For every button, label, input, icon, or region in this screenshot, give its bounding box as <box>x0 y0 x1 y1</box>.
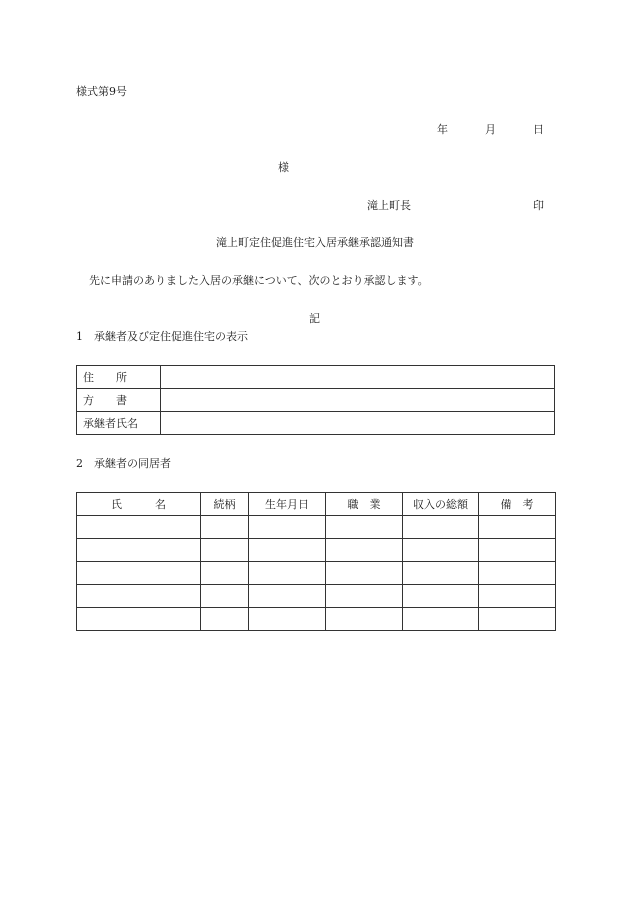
column-header-birthdate: 生年月日 <box>249 493 326 516</box>
table-cell <box>326 562 403 585</box>
column-header-income: 収入の総額 <box>403 493 479 516</box>
address-value <box>161 366 555 389</box>
table-cell <box>479 562 556 585</box>
table-cell <box>403 562 479 585</box>
table-cell <box>249 539 326 562</box>
table-cell <box>249 585 326 608</box>
table-cell <box>77 516 201 539</box>
building-value <box>161 389 555 412</box>
table-cell <box>326 539 403 562</box>
table-row <box>77 539 556 562</box>
table-cell <box>77 585 201 608</box>
column-header-occupation: 職 業 <box>326 493 403 516</box>
table-cell <box>326 516 403 539</box>
table-cell <box>403 585 479 608</box>
table-cell <box>403 539 479 562</box>
table-cell <box>403 608 479 631</box>
date-year: 年 <box>437 123 448 136</box>
section2-heading: 2 承継者の同居者 <box>76 457 171 470</box>
section1-heading: 1 承継者及び定住促進住宅の表示 <box>76 330 248 343</box>
cohabitants-table <box>76 492 556 631</box>
table-row <box>77 516 556 539</box>
column-header-name: 氏 名 <box>77 493 201 516</box>
table-cell <box>201 539 249 562</box>
form-number: 様式第9号 <box>76 85 127 98</box>
table-cell <box>77 608 201 631</box>
table-cell <box>479 608 556 631</box>
table-cell <box>249 608 326 631</box>
table-cell <box>249 562 326 585</box>
date-month: 月 <box>485 123 496 136</box>
successor-name-label: 承継者氏名 <box>77 412 161 435</box>
table-header-row <box>77 493 556 516</box>
table-cell <box>201 562 249 585</box>
issuer-name: 滝上町長 <box>367 199 411 212</box>
ki-heading: 記 <box>309 312 320 325</box>
address-label: 住 所 <box>77 366 161 389</box>
successor-name-value <box>161 412 555 435</box>
table-row <box>77 608 556 631</box>
table-row <box>77 412 555 435</box>
table-cell <box>326 608 403 631</box>
table-cell <box>479 585 556 608</box>
table-cell <box>326 585 403 608</box>
column-header-relationship: 続柄 <box>201 493 249 516</box>
property-table <box>76 365 555 435</box>
date-day: 日 <box>533 123 544 136</box>
table-cell <box>77 562 201 585</box>
column-header-remarks: 備 考 <box>479 493 556 516</box>
table-row <box>77 389 555 412</box>
document-title: 滝上町定住促進住宅入居承継承認通知書 <box>216 236 414 249</box>
table-cell <box>403 516 479 539</box>
table-cell <box>77 539 201 562</box>
table-cell <box>201 608 249 631</box>
addressee-suffix: 様 <box>278 161 289 174</box>
building-label: 方 書 <box>77 389 161 412</box>
table-cell <box>201 516 249 539</box>
table-cell <box>201 585 249 608</box>
table-cell <box>479 516 556 539</box>
table-row <box>77 366 555 389</box>
table-row <box>77 585 556 608</box>
body-text: 先に申請のありました入居の承継について、次のとおり承認します。 <box>89 274 429 287</box>
table-row <box>77 562 556 585</box>
table-cell <box>479 539 556 562</box>
seal-mark: 印 <box>533 199 544 212</box>
table-cell <box>249 516 326 539</box>
